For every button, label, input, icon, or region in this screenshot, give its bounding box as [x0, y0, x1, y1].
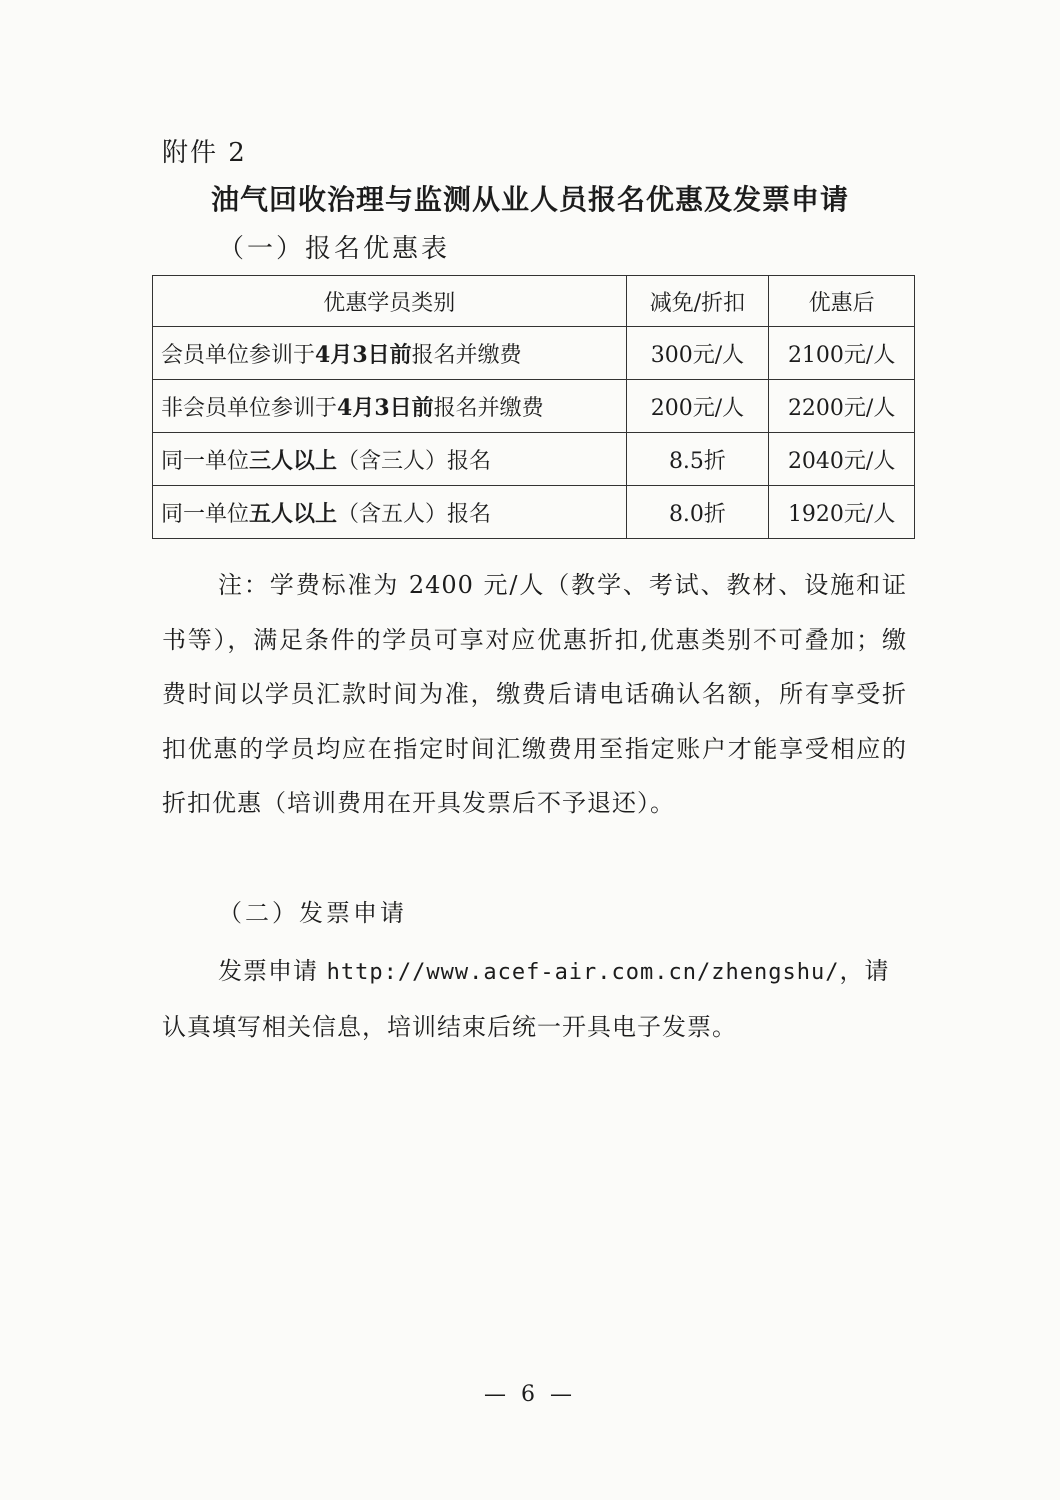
category-cell — [153, 327, 627, 380]
header-reduction: 减免/折扣 — [626, 276, 769, 327]
table-row — [153, 433, 915, 486]
after-cell: 2040元/人 — [769, 433, 915, 486]
category-suffix: （含三人）报名 — [337, 448, 492, 474]
reduction-cell: 300元/人 — [626, 327, 769, 380]
category-emphasis: 三人以上 — [249, 447, 338, 474]
category-cell — [153, 486, 627, 539]
invoice-text-prefix: 发票申请 — [218, 957, 327, 985]
category-emphasis: 4月3日前 — [337, 394, 434, 421]
page-number: — 6 — — [484, 1382, 576, 1407]
after-cell: 1920元/人 — [769, 486, 915, 539]
document-title: 油气回收治理与监测从业人员报名优惠及发票申请 — [210, 183, 849, 216]
table-header-row — [153, 276, 915, 327]
category-suffix: （含五人）报名 — [337, 501, 492, 527]
table-row — [153, 486, 915, 539]
after-cell: 2100元/人 — [769, 327, 915, 380]
table-row — [153, 380, 915, 433]
section-one-heading: （一）报名优惠表 — [218, 234, 451, 264]
reduction-cell: 200元/人 — [626, 380, 769, 433]
category-suffix: 报名并缴费 — [433, 395, 544, 421]
category-emphasis: 4月3日前 — [315, 341, 412, 368]
invoice-text-suffix: ，请认真填写相关信息，培训结束后统一开具电子发票。 — [162, 957, 890, 1041]
category-prefix: 非会员单位参训于 — [161, 395, 338, 421]
category-suffix: 报名并缴费 — [411, 342, 522, 368]
note-paragraph: 注：学费标准为 2400 元/人（教学、考试、教材、设施和证书等），满足条件的学员可享对应优惠折扣,优惠类别不可叠加；缴费时间以学员汇款时间为准，缴费后请电话确认名额，所有享受折扣优惠的学员均应在指定时间汇缴费用至指定账户才能享受相应的折扣优惠（培训费用在开具发票后不予退还）。 — [162, 571, 907, 817]
category-cell — [153, 380, 627, 433]
after-cell: 2200元/人 — [769, 380, 915, 433]
category-cell — [153, 433, 627, 486]
note-block — [162, 558, 907, 831]
category-prefix: 会员单位参训于 — [161, 342, 316, 368]
attachment-label: 附件 2 — [162, 138, 247, 168]
invoice-paragraph — [162, 944, 907, 1054]
header-category: 优惠学员类别 — [153, 276, 627, 327]
category-prefix: 同一单位 — [161, 501, 250, 527]
reduction-cell: 8.0折 — [626, 486, 769, 539]
category-emphasis: 五人以上 — [249, 500, 338, 527]
table-row — [153, 327, 915, 380]
invoice-url-link[interactable]: http://www.acef-air.com.cn/zhengshu/ — [326, 960, 840, 985]
header-after-discount: 优惠后 — [769, 276, 915, 327]
reduction-cell: 8.5折 — [626, 433, 769, 486]
section-two-heading: （二）发票申请 — [218, 899, 407, 927]
discount-table — [152, 275, 915, 539]
invoice-block — [162, 944, 907, 1054]
category-prefix: 同一单位 — [161, 448, 250, 474]
